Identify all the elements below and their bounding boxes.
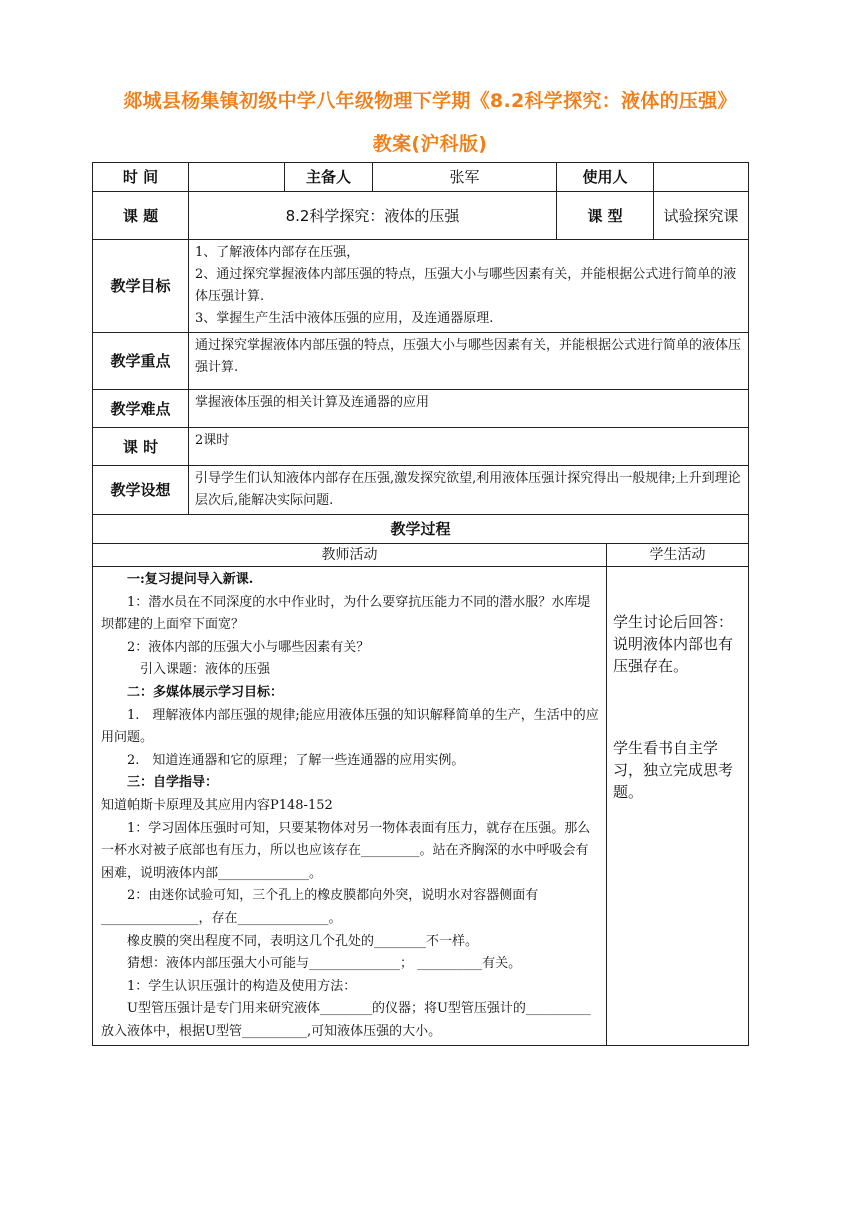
teacher-line: U型管压强计是专门用来研究液体________的仪器；将U型管压强计的__________放入液体中，根据U型管__________,可知液体压强的大小。 xyxy=(101,1001,591,1039)
preparer-label: 主备人 xyxy=(285,163,373,192)
user-label: 使用人 xyxy=(557,163,654,192)
preparer-value: 张军 xyxy=(373,163,557,192)
topic-value: 8.2科学探究：液体的压强 xyxy=(189,192,557,240)
teacher-line: 一:复习提问导入新课. xyxy=(127,572,254,587)
topic-label: 课 题 xyxy=(93,192,189,240)
teacher-line: 橡皮膜的突出程度不同，表明这几个孔处的________不一样。 xyxy=(127,933,479,949)
type-value: 试验探究课 xyxy=(654,192,749,240)
teacher-activity-header: 教师活动 xyxy=(93,544,607,567)
row-difficulty xyxy=(93,390,749,428)
document-title-line1: 郯城县杨集镇初级中学八年级物理下学期《8.2科学探究：液体的压强》 xyxy=(123,90,737,112)
teacher-line: 1：潜水员在不同深度的水中作业时，为什么要穿抗压能力不同的潜水服？水库堤坝都建的上面窄下面宽？ xyxy=(101,594,591,633)
process-title: 教学过程 xyxy=(93,515,749,544)
design-label: 教学设想 xyxy=(93,466,189,515)
teacher-activity xyxy=(93,567,607,1046)
design-content: 引导学生们认知液体内部存在压强,激发探究欲望,利用液体压强计探究得出一般规律;上升到理论层次后,能解决实际问题. xyxy=(189,466,749,515)
teacher-line: 2：液体内部的压强大小与哪些因素有关？ xyxy=(127,639,370,655)
document-title-line2: 教案(沪科版) xyxy=(372,133,488,155)
difficulty-content: 掌握液体压强的相关计算及连通器的应用 xyxy=(189,390,749,428)
teacher-line: 2. 知道连通器和它的原理；了解一些连通器的应用实例。 xyxy=(127,752,465,768)
teacher-line: 2：由迷你试验可知，三个孔上的橡皮膜都向外突，说明水对容器侧面有_______________，存在______________。 xyxy=(101,888,539,926)
student-activity-header: 学生活动 xyxy=(607,544,749,567)
hours-label: 课 时 xyxy=(93,428,189,466)
key-content: 通过探究掌握液体内部压强的特点，压强大小与哪些因素有关，并能根据公式进行简单的液体压强计算. xyxy=(189,333,749,390)
user-value xyxy=(654,163,749,192)
goals-content xyxy=(189,240,749,333)
lesson-plan-table xyxy=(92,162,749,1046)
row-process-content xyxy=(93,567,749,1046)
teacher-line: 三：自学指导： xyxy=(127,775,219,791)
goal-item: 2、通过探究掌握液体内部压强的特点，压强大小与哪些因素有关，并能根据公式进行简单的液体压强计算. xyxy=(195,267,737,304)
row-process-headers xyxy=(93,544,749,567)
teacher-line: 猜想：液体内部压强大小可能与______________； __________有关。 xyxy=(127,956,522,972)
row-design xyxy=(93,466,749,515)
row-topic xyxy=(93,192,749,240)
student-answer: 学生看书自主学习，独立完成思考题。 xyxy=(613,739,734,801)
teacher-line: 1. 理解液体内部压强的规律;能应用液体压强的知识解释简单的生产，生活中的应用问题。 xyxy=(101,707,599,746)
row-hours xyxy=(93,428,749,466)
goals-label: 教学目标 xyxy=(93,240,189,333)
time-value xyxy=(189,163,285,192)
difficulty-label: 教学难点 xyxy=(93,390,189,428)
time-label: 时 间 xyxy=(93,163,189,192)
hours-content: 2课时 xyxy=(189,428,749,466)
goal-item: 3、掌握生产生活中液体压强的应用，及连通器原理. xyxy=(195,311,494,326)
teacher-line: 知道帕斯卡原理及其应用内容P148-152 xyxy=(101,797,333,813)
row-process-title xyxy=(93,515,749,544)
teacher-line: 二：多媒体展示学习目标： xyxy=(127,684,284,700)
teacher-line: 1：学习固体压强时可知，只要某物体对另一物体表面有压力，就存在压强。那么一杯水对被子底部也有压力，所以也应该存在_________。站在齐胸深的水中呼吸会有困难，说明液体内部______________。 xyxy=(101,820,591,881)
student-answer: 学生讨论后回答：说明液体内部也有压强存在。 xyxy=(613,613,734,675)
teacher-line: 1：学生认识压强计的构造及使用方法： xyxy=(127,978,357,994)
teacher-line: 引入课题：液体的压强 xyxy=(140,662,271,678)
row-goals xyxy=(93,240,749,333)
key-label: 教学重点 xyxy=(93,333,189,390)
type-label: 课 型 xyxy=(557,192,654,240)
row-key xyxy=(93,333,749,390)
row-time xyxy=(93,163,749,192)
goal-item: 1、了解液体内部存在压强， xyxy=(195,245,360,260)
student-activity xyxy=(607,567,749,1046)
